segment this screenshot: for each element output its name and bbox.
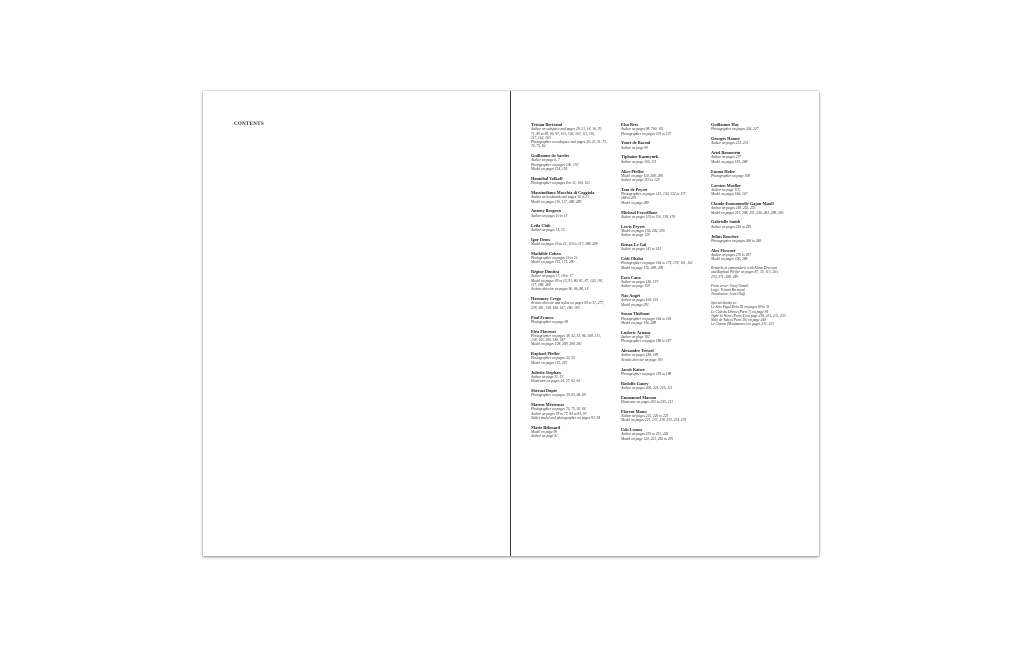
contributor-entry: [621, 330, 699, 344]
contributor-credit-line: Model on pages 108, 289, 280, 291: [531, 342, 582, 347]
contributor-entry: [711, 183, 789, 197]
contributor-name: Michael Forcelllone: [621, 209, 658, 215]
contributor-credit-line: Model on pages 221, 237, 238, 233, 234, 235: [621, 418, 687, 423]
credits-line: Remarks in camaraderie with Klaus Descourt: [711, 266, 777, 271]
contributor-entry: [711, 122, 789, 132]
contributor-entry: [531, 329, 609, 347]
contributor-credit-line: Photographer on pages 76, 75, 92, 94: [531, 407, 586, 412]
contributor-credit-line: 117, 162, 163: [531, 135, 551, 140]
contributor-name: Igor Dems: [531, 236, 551, 242]
contributor-entry: [531, 425, 609, 439]
contributor-name: Georges Hamer: [711, 136, 740, 142]
contributor-entry: [621, 256, 699, 270]
credits-line: and Raphael Pfeffer on pages 87, 35, 113, 263,: [711, 270, 779, 275]
contributor-entry: [711, 219, 789, 229]
contributor-name: Susan Thiébaut: [621, 311, 650, 317]
contributor-entry: [621, 224, 699, 238]
contributor-entry: [621, 242, 699, 252]
contributor-credit-line: Author on page 91: [531, 434, 558, 439]
contributor-credit-line: Model on page 289: [621, 200, 649, 205]
contributor-credit-line: Author on page 99: [621, 145, 648, 150]
contributor-entry: [621, 275, 699, 289]
contents-column-3: [711, 122, 789, 331]
contributor-credit-line: Photographer on pages 38, 52, 53, 86, 108, 131,: [531, 333, 601, 338]
contributor-name: Tom de Peyret: [621, 186, 648, 192]
contributor-entry: [711, 248, 789, 262]
contributor-name: Ludovic Arnaur: [621, 329, 651, 335]
contributor-credit-line: Photographer on pages 226, 227: [711, 127, 759, 132]
book-gutter: [510, 91, 511, 556]
contributor-entry: [711, 234, 789, 244]
contributor-credit-line: Author on pages 235 to 253, 226: [621, 432, 669, 437]
contributor-name: Eléa Flavenet: [531, 328, 556, 334]
contributor-credit-line: Photographer on pages 260 to 269: [711, 238, 762, 243]
contributor-entry: [531, 190, 609, 204]
contributor-credit-line: Author on pages 232, 233: [711, 141, 749, 146]
contributor-name: Alexandre Tressel: [621, 348, 654, 354]
contributor-credit-line: Author on page 51, 53: [531, 374, 564, 379]
contributor-credit-line: Artistic director on page 193: [621, 357, 663, 362]
contributor-entry: [531, 296, 609, 310]
contributor-credit-line: 278, 281, 158, 186, 167, 180, 193: [531, 305, 580, 310]
contributor-credit-line: Model on pages 190, 288: [711, 257, 748, 262]
contributor-credit-line: Author on page 182: [621, 335, 650, 339]
contributor-credit-line: Artistic director on pages 90, 86, 88, 18: [531, 287, 589, 292]
contributor-name: Alex Flowner: [711, 247, 736, 253]
contributor-credit-line: Artistic director and stylist on pages 09 to 51, 277,: [531, 301, 605, 306]
contributor-entry: [531, 251, 609, 265]
contributor-credit-line: Photographer on pages 52, 53: [531, 356, 575, 361]
contributor-credit-line: Model on pages 154, 155: [531, 167, 568, 172]
contributor-entry: [531, 269, 609, 291]
contributor-name: Antony Bergeon: [531, 208, 561, 214]
contributor-credit-line: Author on page 315: [711, 187, 740, 192]
contributor-name: Guillaume de Sardes: [531, 153, 570, 159]
contributor-name: Mathilde Cohen: [531, 250, 561, 256]
credits-paragraph: [711, 284, 789, 297]
contributor-entry: [621, 395, 699, 405]
contributor-credit-line: 138, 143, 180, 186, 187: [531, 338, 566, 343]
contributor-entry: [621, 367, 699, 377]
credits-line: Front cover: Yosef Oumili: [711, 283, 749, 288]
credits-notes: [711, 266, 789, 327]
contributor-credit-line: Author on pages 141 to 143: [621, 247, 662, 252]
credits-line: Tighe Si Noire (Paris 4) on page 236, 231, 231, 233: [711, 313, 786, 318]
contents-column-2: [621, 122, 699, 446]
contributor-name: Emmanuel Masson: [621, 394, 657, 400]
contributor-name: Elsa Bres: [621, 122, 639, 127]
contributor-credit-line: Model on page 176, 288, 290: [621, 265, 664, 270]
contributor-credit-line: 71, 80 to 85, 96, 97, 101, 102, 103, 111, 116,: [531, 131, 595, 136]
contributor-entry: [711, 150, 789, 164]
contributor-credit-line: Photographer on pages 8 to 11, 100, 101: [531, 181, 590, 186]
contributor-credit-line: Author on pages 270 to 287: [711, 252, 752, 257]
contributor-name: Youri de Bacoul: [621, 140, 651, 146]
contributor-credit-line: 288 to 291: [621, 196, 637, 201]
contributor-entry: [621, 140, 699, 150]
credits-line: Translation: Jean Olaff: [711, 292, 745, 297]
contributor-entry: [531, 153, 609, 171]
contributor-credit-line: Author on pages 186, 189: [621, 353, 659, 358]
contributor-entry: [531, 388, 609, 398]
contributor-name: Gabrielle Smith: [711, 219, 741, 225]
contributor-name: Paul Franco: [531, 314, 554, 320]
contributor-credit-line: Model on page 90: [531, 430, 558, 435]
contributor-entry: [531, 402, 609, 420]
contributor-credit-line: Author on page 100, 111: [621, 159, 657, 164]
contributor-entry: [621, 210, 699, 220]
contributor-credit-line: Model on pages 16 to 21, 115 to 117, 288, 289: [531, 241, 598, 246]
contributor-credit-line: Model on page 291: [621, 302, 649, 307]
contributor-credit-line: Model on pages 115, 173, 290: [531, 260, 575, 265]
contributor-entry: [621, 348, 699, 362]
credits-line: Nubi de Tokyo (Paris 16) on page 240: [711, 318, 766, 323]
credits-line: Le Chinon (Montmartre) on pages 231, 233: [711, 322, 774, 327]
contributor-name: Rodolfo Ganey: [621, 380, 649, 386]
contributor-credit-line: Photographer on page 09: [531, 319, 569, 324]
contributor-credit-line: Author on page 6, 7: [531, 158, 560, 163]
contributor-name: Claude-Emmanuelle Gajan-Maull: [711, 201, 774, 207]
contributor-entry: [621, 311, 699, 325]
contributor-entry: [711, 201, 789, 215]
contributor-credit-line: Photographer on pages 16 to 21: [531, 255, 578, 260]
contributor-credit-line: Photographer on pages 141, 130, 132 to 137,: [621, 192, 687, 197]
contributor-credit-line: Model on pages 251, 288, 251, 256, 282, 289, 290: [711, 210, 784, 215]
contributor-name: Juliette Stephan: [531, 369, 561, 375]
contributor-credit-line: Author on pages 98, 700, 101: [621, 127, 664, 132]
contributor-credit-line: Photographer on pages 103 to 107: [621, 131, 672, 136]
contributor-name: Marie Bélouard: [531, 424, 561, 430]
contributor-entry: [711, 136, 789, 146]
contributor-name: Julius Boucher: [711, 233, 739, 239]
contributor-name: Emma Hofer: [711, 168, 735, 174]
contributor-credit-line: Illustrator on pages 24, 27, 62, 63: [531, 379, 581, 384]
book-spread: [203, 91, 819, 556]
contributor-entry: [621, 293, 699, 307]
contributor-credit-line: 74, 75, 82: [531, 144, 546, 149]
contributor-entry: [621, 154, 699, 164]
contributor-name: Hannibal Volkoff: [531, 175, 563, 181]
credits-line: Special thanks to:: [711, 301, 737, 305]
contributor-credit-line: Model on page 110, 208, 290: [621, 173, 663, 178]
contributor-credit-line: Model on pages 115, 291: [531, 360, 568, 365]
contributor-credit-line: Photographer on pages 164 to 165: [621, 316, 672, 321]
contributor-credit-line: Author on pages 14, 15: [531, 227, 565, 232]
credits-paragraph: [711, 301, 789, 327]
contributor-credit-line: Model on pages 181, 288: [711, 159, 748, 164]
contributor-entry: [711, 169, 789, 179]
contributor-entry: [531, 315, 609, 325]
contributor-name: Mateus Mérieusse: [531, 402, 565, 408]
contributor-entry: [621, 409, 699, 423]
contributor-name: Florent Manu: [621, 408, 647, 414]
credits-line: Le Salo Pigal Dolo III on pages 69 to 51: [711, 305, 770, 310]
contributor-credit-line: Author on pages 156, 157: [621, 279, 659, 284]
contributor-name: Carsten Moeller: [711, 182, 741, 188]
contributor-credit-line: Model on pages 09 to 15, 91, 80, 81, 87, 120, 101,: [531, 278, 604, 283]
contributor-entry: [531, 223, 609, 233]
contributor-credit-line: 117, 288, 289: [531, 282, 551, 287]
contributor-name: Ezra Cana: [621, 274, 641, 280]
contributor-credit-line: Author on pages 17, 18 to 17: [531, 274, 573, 279]
contributor-credit-line: Author on pages 256 to 259: [711, 224, 752, 229]
credits-line: 270, 271, 288, 289: [711, 274, 738, 279]
contributor-name: Tiphaine Kazmynek: [621, 154, 659, 160]
contributor-name: Régine Dimitra: [531, 269, 560, 275]
contributor-credit-line: Model on pages 116, 117, 288, 289: [531, 199, 582, 204]
contributor-name: Ariel Bonnotein: [711, 150, 741, 156]
contributor-credit-line: Tablet model and photographer on pages 93, 94: [531, 415, 601, 420]
contributor-name: Alice Pfeffer: [621, 168, 645, 174]
contributor-name: Sherazi Dupie: [531, 388, 557, 394]
contributor-name: Harumay Crego: [531, 296, 561, 302]
contributor-name: Udo Lemoz: [621, 427, 643, 433]
contributor-name: Renaa Le Gal: [621, 242, 647, 248]
credits-paragraph: [711, 266, 789, 279]
contributor-credit-line: Model on pages 136, 282, 290: [621, 228, 665, 233]
contributor-credit-line: Photographer on pages 164 to 175, 178, 161, 161: [621, 261, 693, 266]
contributor-name: Cédi Okaba: [621, 256, 644, 262]
contributor-credit-line: Author on pages 215, 220 to 223: [621, 414, 669, 419]
contributor-credit-line: Author on page 113 to 129: [621, 178, 660, 183]
contributor-credit-line: Author on pages 10 to 13: [531, 213, 568, 218]
contributor-entry: [621, 169, 699, 183]
contributor-credit-line: Photographer on pages 195 to 198: [621, 371, 672, 376]
contributor-credit-line: Photographer on page 358: [711, 173, 750, 178]
contributor-credit-line: Model on pages 166, 167: [711, 192, 748, 197]
contributor-entry: [531, 237, 609, 247]
contributor-entry: [621, 122, 699, 136]
credits-line: Le Club du Divine (Paris 7) on page 94: [711, 309, 769, 314]
contributor-credit-line: Author on bookmark and pages 16 to 21: [531, 195, 589, 200]
contributor-entry: [621, 187, 699, 205]
contributor-credit-line: Model on page 120, 221, 282 to 291: [621, 436, 674, 441]
contents-title: CONTENTS: [234, 122, 264, 127]
contributor-credit-line: Author on pages 160, 161: [621, 298, 659, 303]
contributor-name: Nao Angéi: [621, 293, 640, 299]
credits-line: Logo: Tristan Bertrand: [711, 287, 745, 292]
contributor-name: Jacob Kaiser: [621, 366, 645, 372]
contributor-credit-line: Model on page 156, 288: [621, 320, 657, 325]
contributor-entry: [531, 351, 609, 365]
contributor-entry: [531, 176, 609, 186]
contributor-entry: [621, 427, 699, 441]
contributor-credit-line: Photographer on pages 188 to 187: [621, 339, 672, 344]
contributor-credit-line: Author on pages 115 to 130, 138, 139: [621, 214, 676, 219]
contributor-entry: [531, 122, 609, 149]
contributor-credit-line: Photographer on subspace and pages 20, 23, 51, 73,: [531, 140, 607, 145]
column-3-entries: [711, 122, 789, 261]
contents-column-1: [531, 122, 609, 443]
contributor-name: Tristan Bertrand: [531, 122, 563, 127]
contributor-credit-line: Author on pages 249, 252, 253: [711, 206, 756, 211]
contributor-name: Leila Chih: [531, 222, 551, 228]
contributor-entry: [621, 381, 699, 391]
contributor-name: Guillaume Hay: [711, 122, 740, 127]
contributor-credit-line: Illustrator on pages 203 to 205, 213: [621, 399, 674, 404]
contributor-name: Lewis Peyret: [621, 223, 645, 229]
contributor-credit-line: Author on page 159: [621, 284, 650, 289]
contributor-name: Massimiliano Mocchia di Coggiola: [531, 190, 595, 196]
contributor-credit-line: Author on pages 237: [711, 155, 742, 160]
contributor-entry: [531, 370, 609, 384]
contributor-credit-line: Author on pages 78 to 77, 84 to 85, 93: [531, 411, 587, 416]
contributor-credit-line: Author on pages 200, 203, 216, 211: [621, 385, 673, 390]
contributor-entry: [531, 208, 609, 218]
contributor-credit-line: Photographer on pages 39, 65, 68, 69: [531, 393, 586, 398]
contributor-name: Raphael Pfeffer: [531, 351, 560, 357]
contributor-credit-line: Author on subspace and pages 20, 21, 18, 16, 70,: [531, 127, 603, 132]
contributor-credit-line: Photographer on pages 106, 153: [531, 162, 579, 167]
contributor-credit-line: Author on page 129: [621, 233, 650, 238]
